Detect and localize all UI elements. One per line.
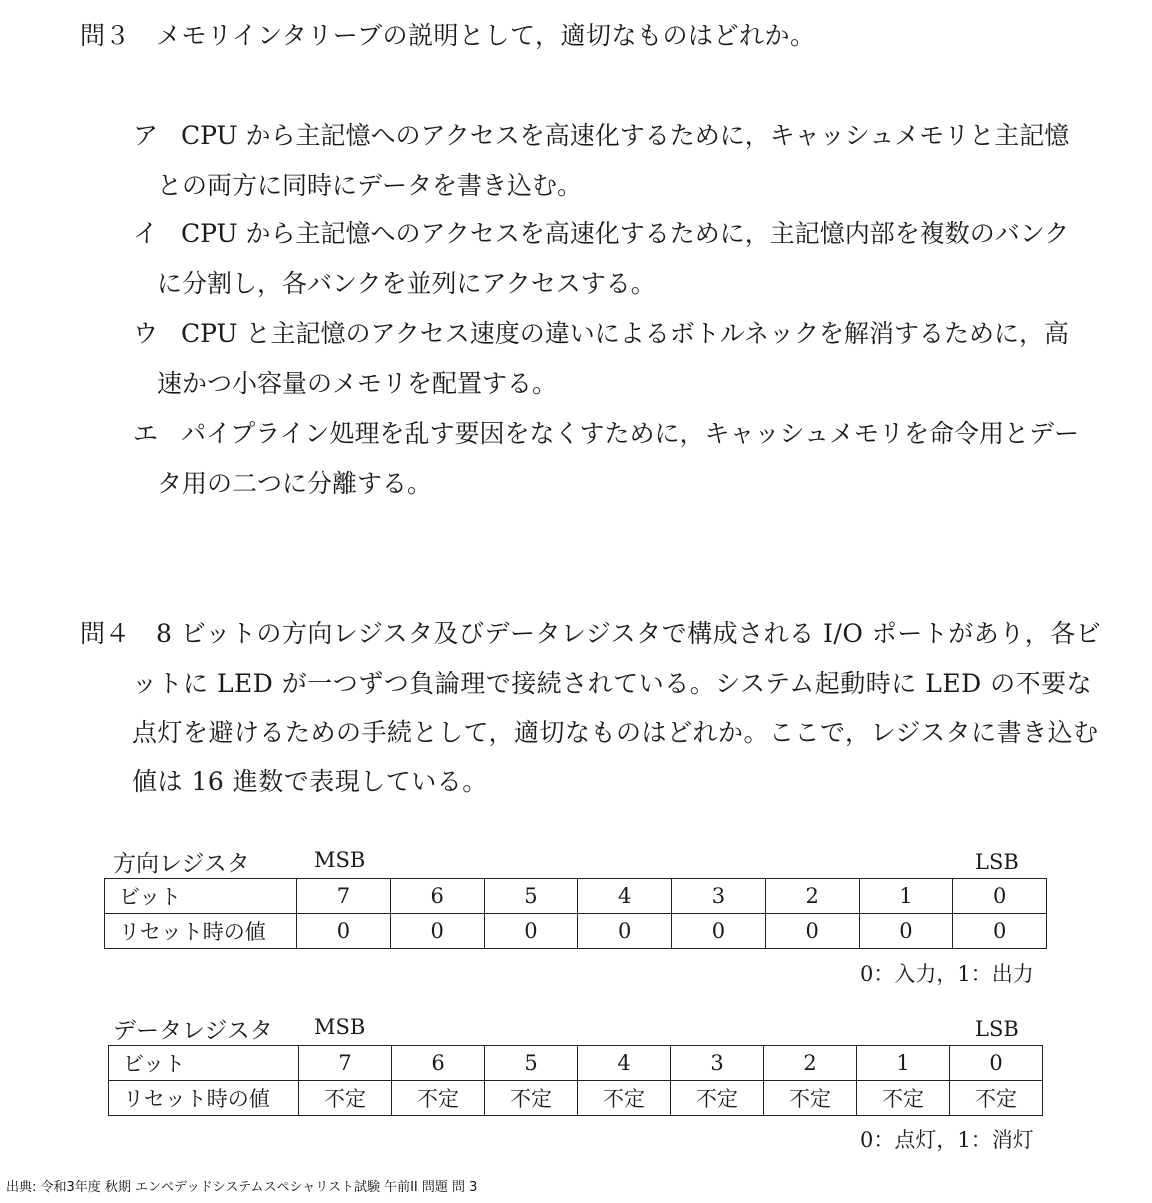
reset-value-cell: 0 (390, 914, 484, 949)
reset-value-cell: 不定 (671, 1081, 764, 1116)
reset-value-cell: 0 (672, 914, 766, 949)
row-header: リセット時の値 (105, 914, 297, 949)
row-header: ビット (109, 1046, 299, 1081)
direction-register-table (104, 878, 1047, 949)
q4-stem-line: 点灯を避けるための手続として，適切なものはどれか。ここで，レジスタに書き込む (132, 718, 1099, 747)
data-register-legend: 0：点灯，1：消灯 (860, 1128, 1034, 1152)
reset-value-cell: 不定 (764, 1081, 857, 1116)
reset-value-cell: 0 (297, 914, 391, 949)
row-header: ビット (105, 879, 297, 914)
source-citation: 出典: 令和3年度 秋期 エンベデッドシステムスペシャリスト試験 午前II 問題 問 3 (6, 1180, 478, 1195)
bit-cell: 0 (950, 1046, 1043, 1081)
reset-value-cell: 不定 (485, 1081, 578, 1116)
reset-value-cell: 不定 (578, 1081, 671, 1116)
bit-cell: 3 (671, 1046, 764, 1081)
choice-text-line: CPU から主記憶へのアクセスを高速化するために，キャッシュメモリと主記憶 (181, 121, 1070, 150)
q4-stem-line: 値は 16 進数で表現している。 (132, 767, 488, 796)
q4-stem-line: 8 ビットの方向レジスタ及びデータレジスタで構成される I/O ポートがあり，各ビ (156, 619, 1102, 648)
choice-mark: ウ (133, 319, 159, 348)
reset-value-cell: 不定 (950, 1081, 1043, 1116)
bit-row (105, 879, 1047, 914)
reset-value-cell: 0 (484, 914, 578, 949)
choice-mark: ア (133, 121, 159, 150)
bit-cell: 0 (953, 879, 1047, 914)
q3-stem: メモリインタリーブの説明として，適切なものはどれか。 (156, 21, 816, 50)
bit-cell: 1 (859, 879, 953, 914)
bit-cell: 2 (765, 879, 859, 914)
data-register-msb: MSB (314, 1015, 366, 1039)
bit-cell: 7 (297, 879, 391, 914)
reset-value-cell: 0 (578, 914, 672, 949)
direction-register-msb: MSB (314, 848, 366, 872)
data-register-table (108, 1045, 1043, 1116)
choice-text-line: に分割し，各バンクを並列にアクセスする。 (157, 269, 656, 298)
bit-cell: 1 (857, 1046, 950, 1081)
bit-cell: 3 (672, 879, 766, 914)
reset-value-cell: 0 (859, 914, 953, 949)
reset-value-cell: 不定 (857, 1081, 950, 1116)
direction-register-legend: 0：入力，1：出力 (860, 962, 1034, 986)
reset-value-cell: 0 (765, 914, 859, 949)
reset-value-cell: 不定 (299, 1081, 392, 1116)
choice-text-line: タ用の二つに分離する。 (157, 469, 433, 498)
choice-text-line: パイプライン処理を乱す要因をなくすために，キャッシュメモリを命令用とデー (181, 419, 1080, 448)
reset-row (109, 1081, 1043, 1116)
q4-stem-line: ットに LED が一つずつ負論理で接続されている。システム起動時に LED の不要な (132, 669, 1093, 698)
bit-cell: 7 (299, 1046, 392, 1081)
reset-value-cell: 0 (953, 914, 1047, 949)
choice-text-line: 速かつ小容量のメモリを配置する。 (157, 369, 558, 398)
choice-text-line: CPU から主記憶へのアクセスを高速化するために，主記憶内部を複数のバンク (181, 219, 1070, 248)
q3-number: 問３ (80, 21, 131, 50)
reset-row (105, 914, 1047, 949)
data-register-lsb: LSB (975, 1017, 1019, 1041)
q4-number: 問４ (80, 619, 131, 648)
row-header: リセット時の値 (109, 1081, 299, 1116)
direction-register-title: 方向レジスタ (113, 851, 250, 877)
data-register-title: データレジスタ (113, 1018, 273, 1044)
choice-mark: イ (133, 219, 159, 248)
choice-text-line: との両方に同時にデータを書き込む。 (157, 171, 583, 200)
bit-cell: 5 (484, 879, 578, 914)
bit-cell: 4 (578, 879, 672, 914)
bit-cell: 5 (485, 1046, 578, 1081)
choice-mark: エ (133, 419, 159, 448)
choice-text-line: CPU と主記憶のアクセス速度の違いによるボトルネックを解消するために，高 (181, 319, 1070, 348)
bit-cell: 2 (764, 1046, 857, 1081)
bit-cell: 6 (392, 1046, 485, 1081)
reset-value-cell: 不定 (392, 1081, 485, 1116)
bit-cell: 6 (390, 879, 484, 914)
bit-cell: 4 (578, 1046, 671, 1081)
bit-row (109, 1046, 1043, 1081)
direction-register-lsb: LSB (975, 850, 1019, 874)
